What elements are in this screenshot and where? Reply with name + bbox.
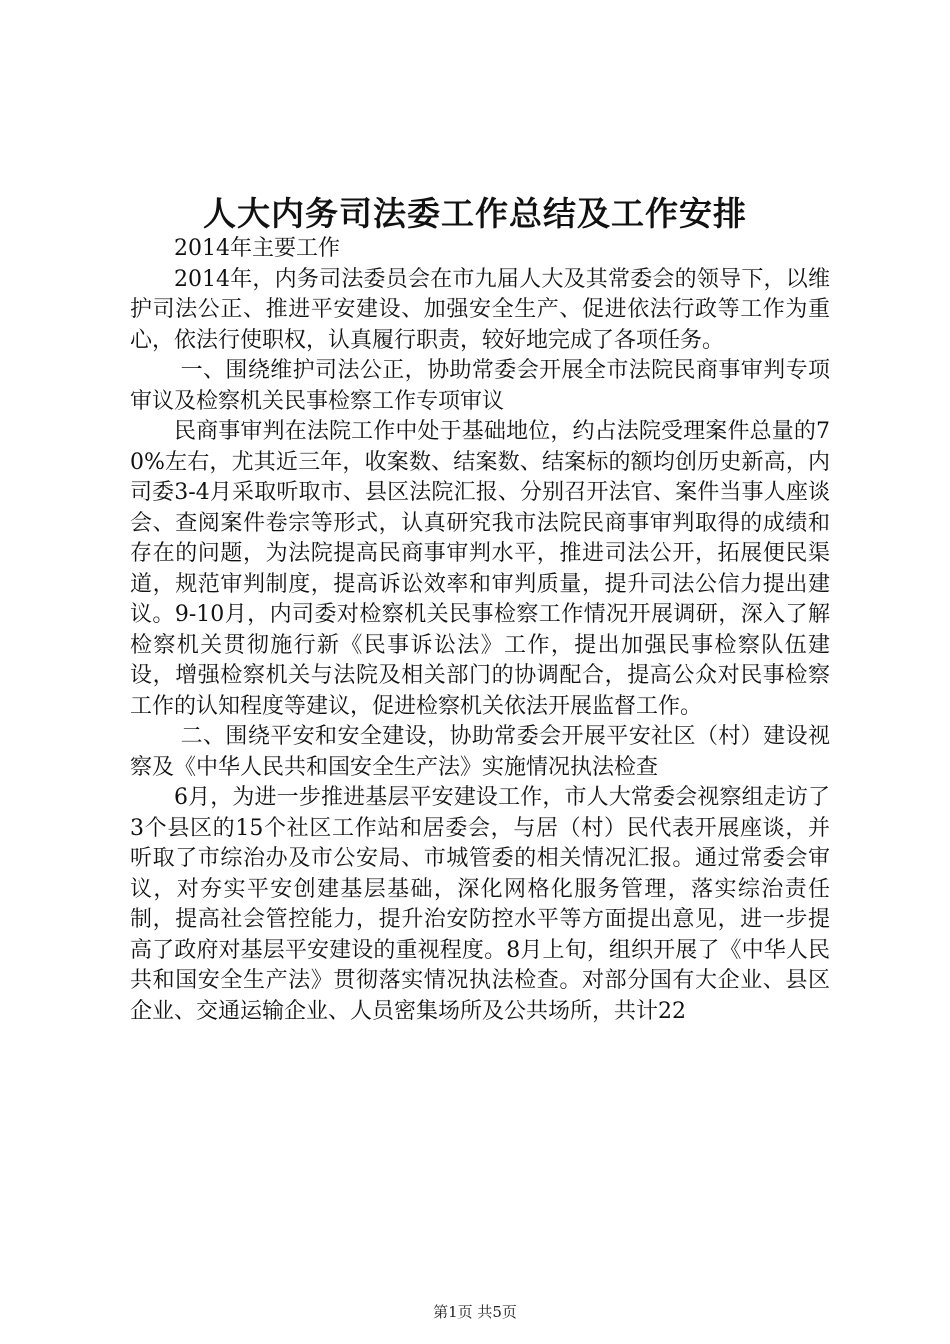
section-intro-label: 2014年主要工作 <box>174 236 340 261</box>
section-heading-one: 一、围绕维护司法公正，协助常委会开展全市法院民商事审判专项审议及检察机关民事检察工作专项审议 <box>130 358 830 414</box>
paragraph-overview: 2014年，内务司法委员会在市九届人大及其常委会的领导下，以维护司法公正、推进平安建设、加强安全生产、促进依法行政等工作为重心，依法行使职权，认真履行职责，较好地完成了各项任务。 <box>130 266 830 353</box>
paragraph-safety: 6月，为进一步推进基层平安建设工作，市人大常委会视察组走访了3个县区的15个社区工作站和居委会，与居（村）民代表开展座谈，并听取了市综治办及市公安局、市城管委的相关情况汇报。通过常委会审议，对夯实平安创建基层基础，深化网格化服务管理，落实综治责任制，提高社会管控能力，提升治安防控水平等方面提出意见，进一步提高了政府对基层平安建设的重视程度。8月上旬，组织开展了《中华人民共和国安全生产法》贯彻落实情况执法检查。对部分国有大企业、县区企业、交通运输企业、人员密集场所及公共场所，共计22 <box>130 785 830 1024</box>
document-title: 人大内务司法委工作总结及工作安排 <box>203 194 747 233</box>
document-body <box>130 234 830 1027</box>
paragraph-civil-trial: 民商事审判在法院工作中处于基础地位，约占法院受理案件总量的70%左右，尤其近三年，收案数、结案数、结案标的额均创历史新高，内司委3-4月采取听取市、县区法院汇报、分别召开法官、案件当事人座谈会、查阅案件卷宗等形式，认真研究我市法院民商事审判取得的成绩和存在的问题，为法院提高民商事审判水平，推进司法公开，拓展便民渠道，规范审判制度，提高诉讼效率和审判质量，提升司法公信力提出建议。9-10月，内司委对检察机关民事检察工作情况开展调研，深入了解检察机关贯彻施行新《民事诉讼法》工作，提出加强民事检察队伍建设，增强检察机关与法院及相关部门的协调配合，提高公众对民事检察工作的认知程度等建议，促进检察机关依法开展监督工作。 <box>130 419 830 719</box>
section-heading-two: 二、围绕平安和安全建设，协助常委会开展平安社区（村）建设视察及《中华人民共和国安全生产法》实施情况执法检查 <box>130 724 830 780</box>
page-footer: 第1页 共5页 <box>433 1303 517 1321</box>
